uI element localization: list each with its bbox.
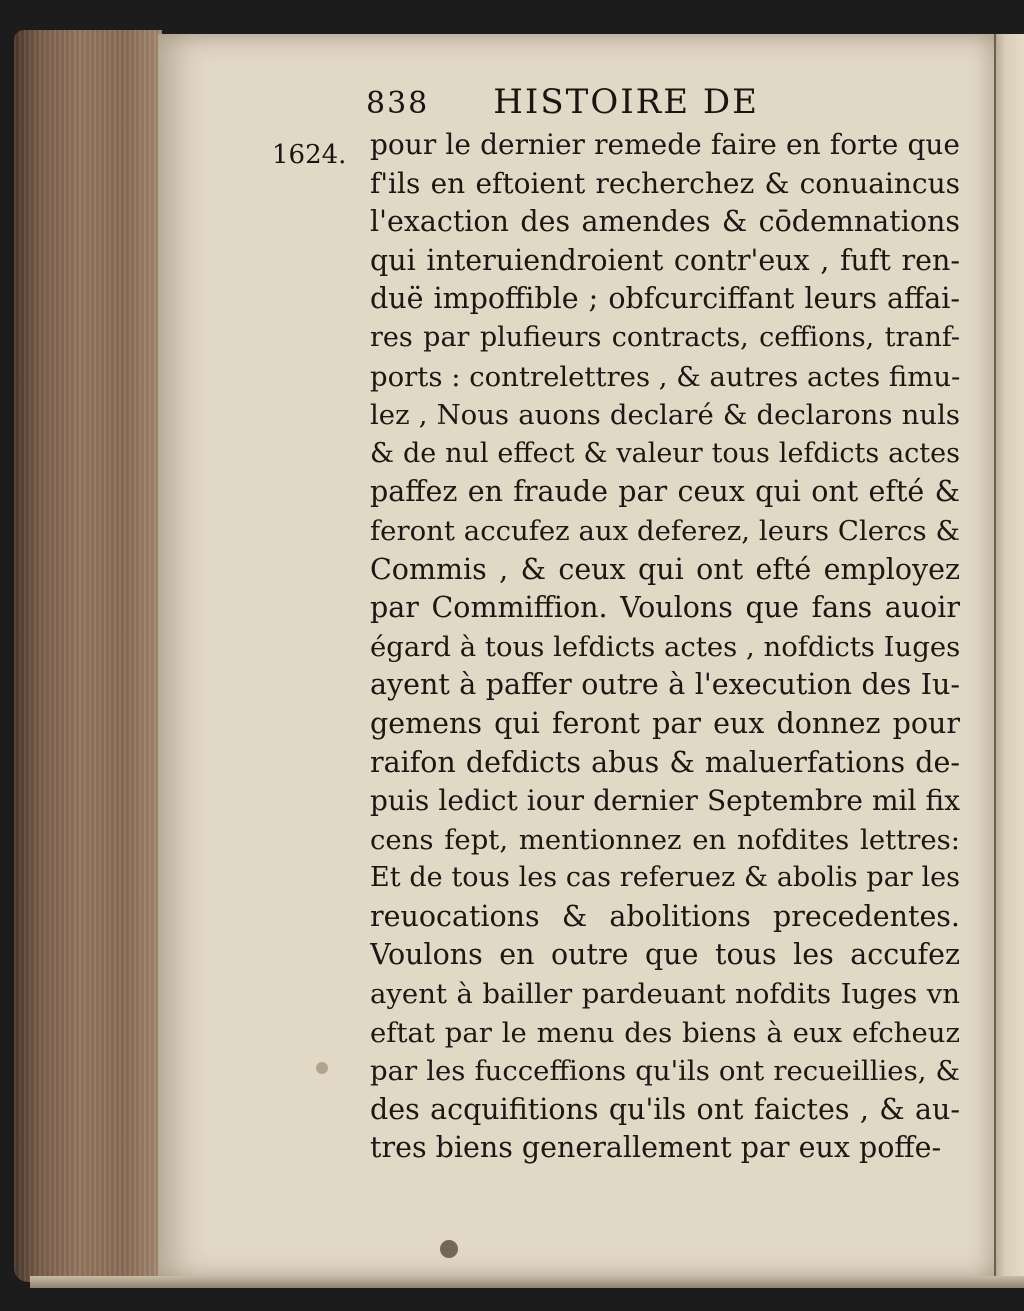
ink-blot xyxy=(440,1240,458,1258)
text-line: raifon defdicts abus & maluerfations de- xyxy=(370,745,960,779)
running-title: HISTOIRE DE xyxy=(493,82,759,122)
book-fore-edge xyxy=(14,30,162,1282)
text-line: tres biens generallement par eux poffe- xyxy=(370,1131,942,1165)
margin-year-note: 1624. xyxy=(272,140,347,170)
text-line: égard à tous lefdicts actes , nofdicts Iuges xyxy=(370,630,960,663)
page-number: 838 xyxy=(366,86,430,121)
text-line: pour le dernier remede faire en forte que xyxy=(370,128,960,161)
text-line: Et de tous les cas referuez & abolis par les xyxy=(370,862,960,894)
text-line: des acquifitions qu'ils ont faictes , & au- xyxy=(370,1092,960,1126)
text-line: eftat par le menu des biens à eux efcheuz xyxy=(370,1016,960,1049)
text-line: Voulons en outre que tous les accufez xyxy=(370,938,960,972)
text-line: par Commiffion. Voulons que fans auoir xyxy=(370,591,960,625)
text-line: duë impoffible ; obfcurciffant leurs affai- xyxy=(370,282,960,316)
text-line: ayent à paffer outre à l'execution des Iu- xyxy=(370,668,960,702)
text-line: ports : contrelettres , & autres actes fimu- xyxy=(370,360,960,393)
text-line: qui interuiendroient contr'eux , fuft ren- xyxy=(370,243,960,277)
text-line: reuocations & abolitions precedentes. xyxy=(370,899,960,933)
text-line: res par plufieurs contracts, ceffions, tranf- xyxy=(370,321,960,353)
text-line: feront accufez aux deferez, leurs Clercs & xyxy=(370,514,960,547)
page-bottom-edge xyxy=(30,1276,1024,1288)
text-line: Commis , & ceux qui ont efté employez xyxy=(370,552,960,586)
text-line: puis ledict iour dernier Septembre mil fix xyxy=(370,784,960,818)
text-line: cens fept, mentionnez en nofdites lettres: xyxy=(370,823,960,856)
adjacent-page-edge xyxy=(994,34,1024,1280)
text-line: ayent à bailler pardeuant nofdits Iuges vn xyxy=(370,978,960,1011)
text-line: f'ils en eftoient recherchez & conuaincus xyxy=(370,166,960,200)
page-header xyxy=(366,82,759,122)
text-line: l'exaction des amendes & cōdemnations xyxy=(370,205,960,239)
text-line: par les fucceffions qu'ils ont recueillies, & xyxy=(370,1055,960,1088)
text-line: gemens qui feront par eux donnez pour xyxy=(370,706,960,740)
text-line: lez , Nous auons declaré & declarons nuls xyxy=(370,399,960,432)
text-line: paffez en fraude par ceux qui ont efté & xyxy=(370,475,960,509)
text-line: & de nul effect & valeur tous lefdicts actes xyxy=(370,437,960,469)
paper-stain xyxy=(316,1062,328,1074)
body-text xyxy=(370,126,960,1168)
